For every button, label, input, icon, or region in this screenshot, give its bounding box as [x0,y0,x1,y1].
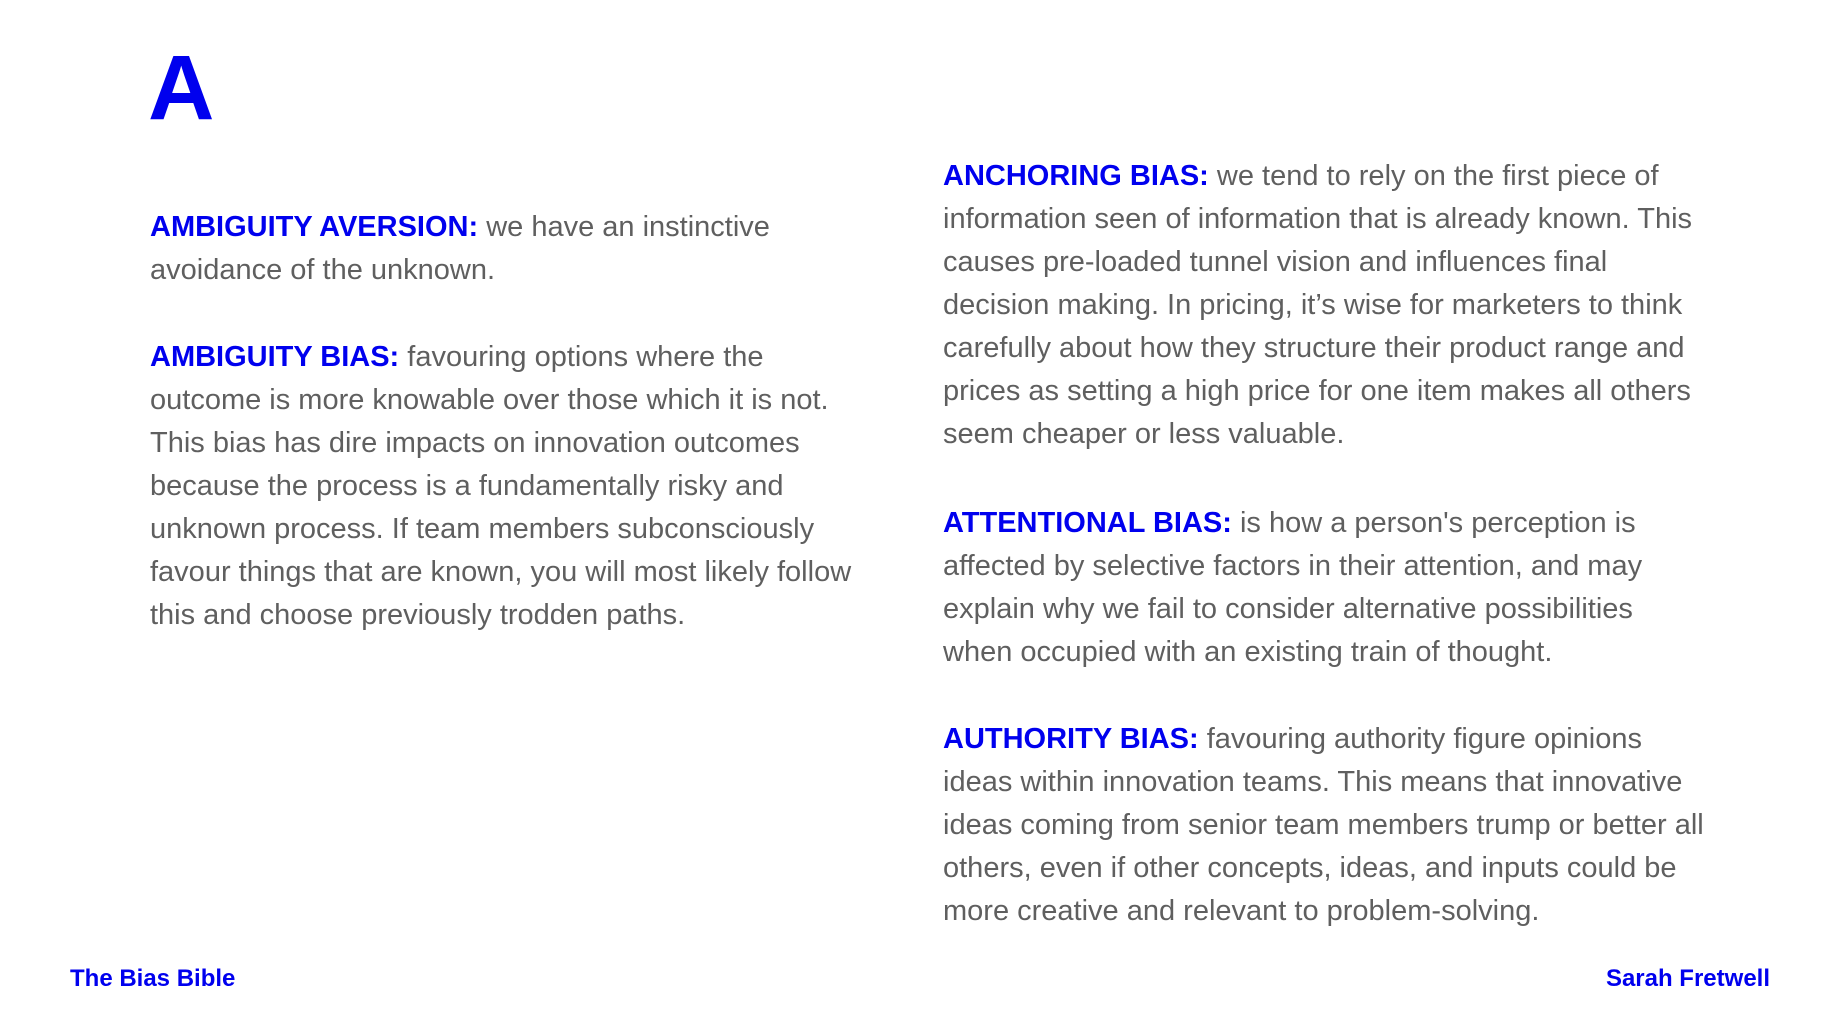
glossary-entry-authority-bias [943,718,1708,933]
footer-author: Sarah Fretwell [1605,965,1770,992]
entry-term: ATTENTIONAL BIAS: [943,507,1232,539]
entry-definition: favouring options where the outcome is more knowable over those which it is not. This bias has dire impacts on innovation outcomes because the process is a fundamentally risky and unknown process. If team members subconsciously favour things that are known, you will most likely follow this and choose previously trodden paths. [150,341,852,631]
footer-book-title: The Bias Bible [70,965,236,992]
entry-definition: favouring authority figure opinions ideas within innovation teams. This means that innovative ideas coming from senior team members trump or better all others, even if other concepts, ideas, and inputs could be more creative and relevant to problem-solving. [943,723,1704,927]
entry-definition: is how a person's perception is affected by selective factors in their attention, and may explain why we fail to consider alternative possibilities when occupied with an existing train of thought. [943,507,1643,668]
glossary-entry-ambiguity-aversion [150,206,875,292]
entry-term: AMBIGUITY AVERSION: [150,211,479,243]
entry-definition: we have an instinctive avoidance of the unknown. [150,211,770,286]
glossary-entry-anchoring-bias [943,155,1708,456]
glossary-entry-attentional-bias [943,502,1708,674]
entry-definition: we tend to rely on the first piece of information seen of information that is already known. This causes pre-loaded tunnel vision and influences final decision making. In pricing, it’s wise for marketers to think carefully about how they structure their product range and prices as setting a high price for one item makes all others seem cheaper or less valuable. [943,160,1693,450]
glossary-entry-ambiguity-bias [150,336,875,637]
entry-term: AMBIGUITY BIAS: [150,341,400,373]
entry-term: ANCHORING BIAS: [943,160,1209,192]
entry-term: AUTHORITY BIAS: [943,723,1199,755]
section-letter-heading: A [148,37,215,139]
